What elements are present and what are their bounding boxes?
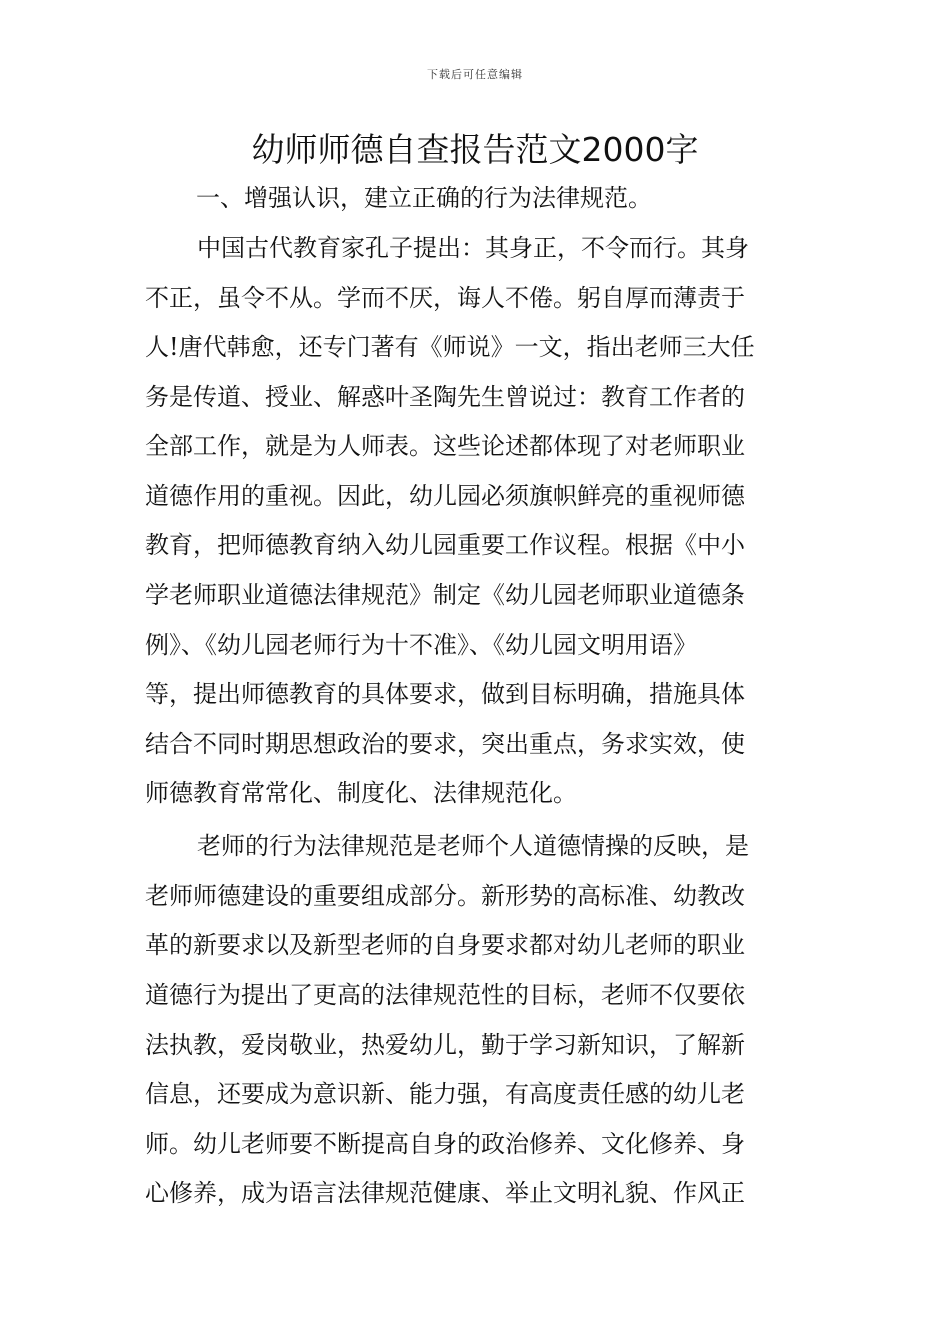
paragraph-line: 务是传道、授业、解惑叶圣陶先生曾说过：教育工作者的: [145, 383, 745, 411]
paragraph-line: 师德教育常常化、制度化、法律规范化。: [145, 779, 577, 807]
paragraph-line: 例》、《幼儿园老师行为十不准》、《幼儿园文明用语》: [145, 631, 697, 659]
paragraph-line: 结合不同时期思想政治的要求，突出重点，务求实效，使: [145, 730, 745, 758]
paragraph-line: 学老师职业道德法律规范》制定《幼儿园老师职业道德条: [145, 581, 745, 609]
paragraph-line: 全部工作，就是为人师表。这些论述都体现了对老师职业: [145, 432, 745, 460]
paragraph-line: 老师的行为法律规范是老师个人道德情操的反映，是: [197, 832, 749, 860]
paragraph-line: 心修养，成为语言法律规范健康、举止文明礼貌、作风正: [145, 1179, 745, 1207]
paragraph-line: 师。幼儿老师要不断提高自身的政治修养、文化修养、身: [145, 1130, 745, 1158]
paragraph-line: 老师师德建设的重要组成部分。新形势的高标准、幼教改: [145, 882, 745, 910]
section-heading: 一、增强认识，建立正确的行为法律规范。: [196, 184, 652, 212]
document-title: 幼师师德自查报告范文2000字: [251, 130, 699, 169]
paragraph-line: 革的新要求以及新型老师的自身要求都对幼儿老师的职业: [145, 931, 745, 959]
paragraph-line: 法执教，爱岗敬业，热爱幼儿，勤于学习新知识，了解新: [145, 1031, 745, 1059]
paragraph-line: 教育，把师德教育纳入幼儿园重要工作议程。根据《中小: [145, 531, 745, 559]
paragraph-line: 中国古代教育家孔子提出：其身正，不令而行。其身: [197, 234, 749, 262]
paragraph-line: 道德作用的重视。因此，幼儿园必须旗帜鲜亮的重视师德: [145, 482, 745, 510]
paragraph-line: 等，提出师德教育的具体要求，做到目标明确，措施具体: [145, 680, 745, 708]
paragraph-line: 道德行为提出了更高的法律规范性的目标，老师不仅要依: [145, 981, 745, 1009]
paragraph-line: 信息，还要成为意识新、能力强，有高度责任感的幼儿老: [145, 1080, 745, 1108]
paragraph-line: 人!唐代韩愈，还专门著有《师说》一文，指出老师三大任: [145, 333, 755, 361]
header-note: 下载后可任意编辑: [427, 68, 523, 81]
paragraph-line: 不正，虽令不从。学而不厌，诲人不倦。躬自厚而薄责于: [145, 284, 745, 312]
